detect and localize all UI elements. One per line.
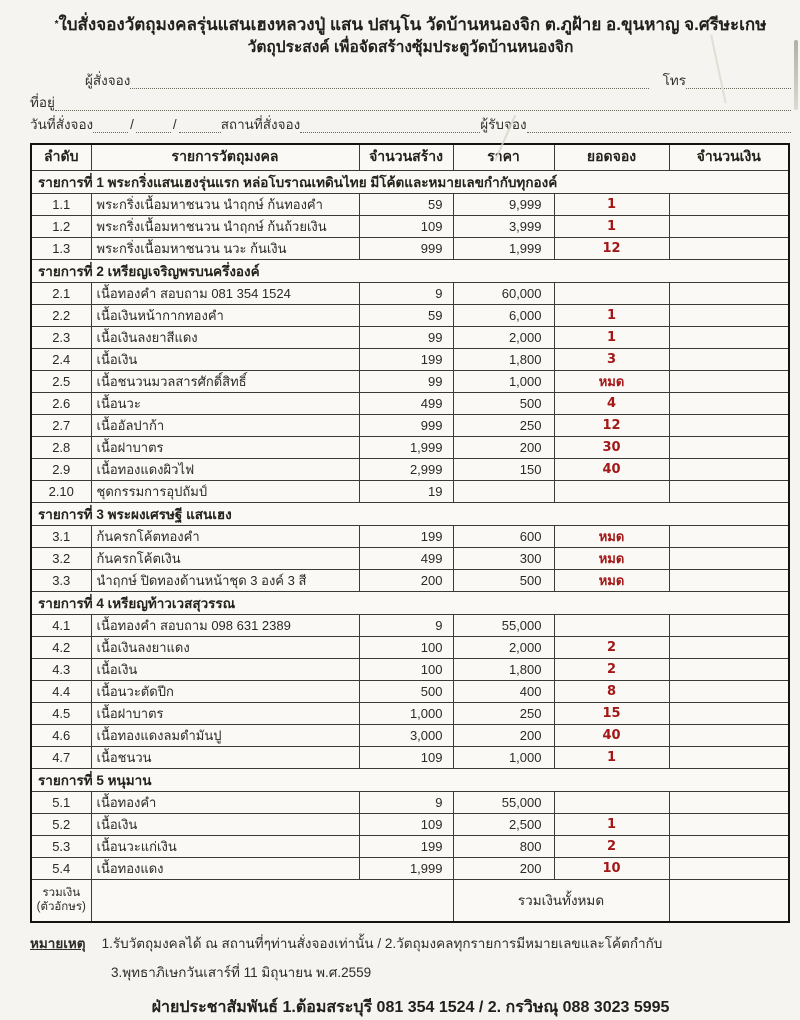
- date-slash: /: [130, 117, 134, 132]
- cell-no: 5.1: [31, 791, 91, 813]
- cell-amount: [669, 414, 789, 436]
- cell-qty: 109: [359, 813, 453, 835]
- cell-item: เนื้อทองแดงลมดำมันปู: [91, 724, 359, 746]
- grand-total-field: [669, 879, 789, 922]
- cell-amount: [669, 680, 789, 702]
- cell-amount: [669, 436, 789, 458]
- receiver-field: [527, 118, 791, 133]
- cell-price: 2,000: [453, 326, 554, 348]
- table-row: [31, 304, 789, 326]
- col-header-booked: ยอดจอง: [554, 144, 669, 170]
- cell-item: เนื้อเงินลงยาแดง: [91, 636, 359, 658]
- cell-amount: [669, 215, 789, 237]
- cell-booked: 12: [554, 237, 669, 259]
- date-day-field: [93, 118, 128, 133]
- total-in-words-field: [91, 879, 453, 922]
- table-row: [31, 636, 789, 658]
- cell-qty: 500: [359, 680, 453, 702]
- cell-amount: [669, 857, 789, 879]
- cell-booked: 1: [554, 326, 669, 348]
- cell-item: ชุดกรรมการอุปถัมป์: [91, 480, 359, 502]
- col-header-no: ลำดับ: [31, 144, 91, 170]
- table-row: [31, 813, 789, 835]
- cell-booked: หมด: [554, 525, 669, 547]
- cell-no: 4.3: [31, 658, 91, 680]
- cell-qty: 109: [359, 746, 453, 768]
- total-in-words-line1: รวมเงิน: [42, 887, 81, 900]
- cell-booked: 2: [554, 835, 669, 857]
- cell-amount: [669, 724, 789, 746]
- cell-amount: [669, 348, 789, 370]
- cell-item: เนื้อเงินลงยาสีแดง: [91, 326, 359, 348]
- cell-price: 500: [453, 569, 554, 591]
- cell-item: เนื้อทองแดง: [91, 857, 359, 879]
- col-header-item: รายการวัตถุมงคล: [91, 144, 359, 170]
- cell-price: 200: [453, 724, 554, 746]
- cell-price: 250: [453, 702, 554, 724]
- table-row: [31, 791, 789, 813]
- cell-no: 2.9: [31, 458, 91, 480]
- cell-no: 3.1: [31, 525, 91, 547]
- cell-item: ก้นครกโค้ตทองคำ: [91, 525, 359, 547]
- cell-qty: 999: [359, 414, 453, 436]
- table-row: [31, 614, 789, 636]
- table-row: [31, 857, 789, 879]
- cell-booked: หมด: [554, 569, 669, 591]
- table-row: [31, 193, 789, 215]
- page-title-text: ใบสั่งจองวัตถุมงคลรุ่นแสนเฮงหลวงปู่ แสน ปสนฺโน วัดบ้านหนองจิก ต.ภูฝ้าย อ.ขุนหาญ จ.ศรีษะเกษ: [58, 15, 767, 34]
- cell-qty: 109: [359, 215, 453, 237]
- total-in-words-line2: (ตัวอักษร): [36, 901, 86, 914]
- cell-item: พระกริ่งเนื้อมหาชนวน นำฤกษ์ ก้นถ้วยเงิน: [91, 215, 359, 237]
- cell-qty: 999: [359, 237, 453, 259]
- orderer-label: ผู้สั่งจอง: [85, 73, 131, 88]
- cell-item: เนื้อทองคำ สอบถาม 081 354 1524: [91, 282, 359, 304]
- cell-amount: [669, 569, 789, 591]
- cell-booked: 10: [554, 857, 669, 879]
- table-row: [31, 436, 789, 458]
- cell-amount: [669, 304, 789, 326]
- cell-booked: [554, 791, 669, 813]
- table-row: [31, 702, 789, 724]
- cell-booked: 2: [554, 636, 669, 658]
- cell-qty: 100: [359, 636, 453, 658]
- cell-no: 4.5: [31, 702, 91, 724]
- cell-item: เนื้อฝาบาตร: [91, 702, 359, 724]
- cell-no: 5.2: [31, 813, 91, 835]
- table-row: [31, 724, 789, 746]
- cell-price: 2,000: [453, 636, 554, 658]
- col-header-qty: จำนวนสร้าง: [359, 144, 453, 170]
- cell-amount: [669, 835, 789, 857]
- cell-item: เนื้อเงิน: [91, 658, 359, 680]
- cell-no: 5.4: [31, 857, 91, 879]
- cell-price: 9,999: [453, 193, 554, 215]
- cell-booked: 4: [554, 392, 669, 414]
- section-header-row: [31, 591, 789, 614]
- cell-item: เนื้อชนวนมวลสารศักดิ์สิทธิ์: [91, 370, 359, 392]
- section-header-row: [31, 259, 789, 282]
- cell-amount: [669, 237, 789, 259]
- table-row: [31, 835, 789, 857]
- cell-item: นำฤกษ์ ปิดทองด้านหน้าชุด 3 องค์ 3 สี: [91, 569, 359, 591]
- page-subtitle: วัตถุประสงค์ เพื่อจัดสร้างซุ้มประตูวัดบ้านหนองจิก: [247, 39, 574, 56]
- cell-qty: 199: [359, 525, 453, 547]
- date-month-field: [136, 118, 171, 133]
- cell-qty: 199: [359, 835, 453, 857]
- cell-amount: [669, 636, 789, 658]
- cell-price: 60,000: [453, 282, 554, 304]
- cell-booked: 1: [554, 215, 669, 237]
- cell-price: 1,999: [453, 237, 554, 259]
- cell-price: 1,000: [453, 370, 554, 392]
- cell-price: [453, 480, 554, 502]
- scan-artifact: [794, 40, 798, 110]
- table-row: [31, 480, 789, 502]
- cell-amount: [669, 480, 789, 502]
- cell-qty: 1,999: [359, 857, 453, 879]
- cell-no: 3.2: [31, 547, 91, 569]
- cell-no: 5.3: [31, 835, 91, 857]
- cell-qty: 59: [359, 193, 453, 215]
- order-date-label: วันที่สั่งจอง: [30, 117, 94, 132]
- cell-qty: 499: [359, 392, 453, 414]
- cell-no: 2.7: [31, 414, 91, 436]
- cell-price: 250: [453, 414, 554, 436]
- cell-booked: 8: [554, 680, 669, 702]
- cell-booked: [554, 614, 669, 636]
- cell-no: 2.3: [31, 326, 91, 348]
- cell-qty: 9: [359, 791, 453, 813]
- contact-line: ฝ่ายประชาสัมพันธ์ 1.ต้อมสระบุรี 081 354 1524 / 2. กรวิษณุ 088 3023 5995: [151, 999, 670, 1016]
- col-header-amount: จำนวนเงิน: [669, 144, 789, 170]
- cell-price: 150: [453, 458, 554, 480]
- date-year-field: [179, 118, 221, 133]
- note-label: หมายเหตุ: [30, 936, 86, 951]
- cell-item: เนื้อนวะตัดปีก: [91, 680, 359, 702]
- cell-price: 55,000: [453, 791, 554, 813]
- cell-amount: [669, 614, 789, 636]
- cell-amount: [669, 525, 789, 547]
- cell-no: 2.6: [31, 392, 91, 414]
- cell-booked: หมด: [554, 370, 669, 392]
- table-row: [31, 525, 789, 547]
- cell-qty: 9: [359, 614, 453, 636]
- cell-amount: [669, 282, 789, 304]
- cell-item: เนื้อเงิน: [91, 348, 359, 370]
- cell-no: 2.2: [31, 304, 91, 326]
- cell-qty: 100: [359, 658, 453, 680]
- cell-price: 400: [453, 680, 554, 702]
- cell-price: 2,500: [453, 813, 554, 835]
- cell-item: เนื้อนวะ: [91, 392, 359, 414]
- order-place-label: สถานที่สั่งจอง: [220, 117, 301, 132]
- cell-qty: 59: [359, 304, 453, 326]
- cell-price: 600: [453, 525, 554, 547]
- section-title: รายการที่ 3 พระผงเศรษฐี แสนเฮง: [31, 502, 789, 525]
- cell-item: เนื้อนวะแก่เงิน: [91, 835, 359, 857]
- receiver-label: ผู้รับจอง: [480, 117, 527, 132]
- cell-amount: [669, 370, 789, 392]
- table-row: [31, 392, 789, 414]
- table-row: [31, 370, 789, 392]
- date-slash: /: [172, 117, 177, 132]
- cell-qty: 1,000: [359, 702, 453, 724]
- cell-qty: 9: [359, 282, 453, 304]
- cell-no: 2.10: [31, 480, 91, 502]
- cell-booked: 12: [554, 414, 669, 436]
- cell-amount: [669, 458, 789, 480]
- cell-booked: [554, 282, 669, 304]
- table-row: [31, 658, 789, 680]
- cell-qty: 19: [359, 480, 453, 502]
- cell-item: พระกริ่งเนื้อมหาชนวน นวะ ก้นเงิน: [91, 237, 359, 259]
- cell-price: 6,000: [453, 304, 554, 326]
- table-row: [31, 414, 789, 436]
- table-row: [31, 680, 789, 702]
- section-title: รายการที่ 2 เหรียญเจริญพรบนครึ่งองค์: [31, 259, 789, 282]
- cell-no: 2.8: [31, 436, 91, 458]
- cell-qty: 2,999: [359, 458, 453, 480]
- order-table-body: [31, 170, 789, 879]
- cell-qty: 99: [359, 370, 453, 392]
- cell-price: 200: [453, 857, 554, 879]
- cell-booked: [554, 480, 669, 502]
- table-row: [31, 215, 789, 237]
- section-title: รายการที่ 4 เหรียญท้าวเวสสุวรรณ: [31, 591, 789, 614]
- cell-qty: 1,999: [359, 436, 453, 458]
- cell-booked: 1: [554, 746, 669, 768]
- table-row: [31, 282, 789, 304]
- cell-amount: [669, 392, 789, 414]
- table-row: [31, 458, 789, 480]
- cell-amount: [669, 702, 789, 724]
- total-in-words-label: [31, 879, 91, 922]
- table-row: [31, 569, 789, 591]
- cell-amount: [669, 658, 789, 680]
- cell-no: 2.5: [31, 370, 91, 392]
- cell-qty: 99: [359, 326, 453, 348]
- cell-booked: 15: [554, 702, 669, 724]
- date-place-row: [30, 116, 791, 133]
- cell-booked: หมด: [554, 547, 669, 569]
- title-mark: *: [54, 19, 59, 30]
- cell-no: 4.1: [31, 614, 91, 636]
- cell-booked: 1: [554, 193, 669, 215]
- cell-no: 4.2: [31, 636, 91, 658]
- cell-qty: 199: [359, 348, 453, 370]
- cell-price: 1,800: [453, 348, 554, 370]
- cell-no: 2.4: [31, 348, 91, 370]
- cell-item: เนื้ออัลปาก้า: [91, 414, 359, 436]
- cell-no: 2.1: [31, 282, 91, 304]
- section-header-row: [31, 170, 789, 193]
- cell-no: 4.7: [31, 746, 91, 768]
- cell-no: 4.6: [31, 724, 91, 746]
- cell-price: 500: [453, 392, 554, 414]
- cell-booked: 1: [554, 304, 669, 326]
- cell-price: 55,000: [453, 614, 554, 636]
- cell-amount: [669, 813, 789, 835]
- cell-price: 200: [453, 436, 554, 458]
- cell-amount: [669, 547, 789, 569]
- address-label: ที่อยู่: [30, 95, 55, 110]
- cell-no: 4.4: [31, 680, 91, 702]
- cell-item: เนื้อฝาบาตร: [91, 436, 359, 458]
- note-line2: 3.พุทธาภิเษกวันเสาร์ที่ 11 มิถุนายน พ.ศ.2559: [111, 965, 372, 980]
- cell-price: 800: [453, 835, 554, 857]
- cell-booked: 40: [554, 458, 669, 480]
- cell-item: เนื้อเงิน: [91, 813, 359, 835]
- section-title: รายการที่ 1 พระกริ่งแสนเฮงรุ่นแรก หล่อโบราณเทดินไทย มีโค้ตและหมายเลขกำกับทุกองค์: [31, 170, 789, 193]
- cell-price: 300: [453, 547, 554, 569]
- cell-booked: 40: [554, 724, 669, 746]
- cell-item: เนื้อทองแดงผิวไฟ: [91, 458, 359, 480]
- summary-row: [31, 879, 789, 922]
- table-row: [31, 746, 789, 768]
- page-title: [30, 12, 791, 37]
- cell-amount: [669, 326, 789, 348]
- cell-item: เนื้อทองคำ สอบถาม 098 631 2389: [91, 614, 359, 636]
- cell-qty: 3,000: [359, 724, 453, 746]
- cell-amount: [669, 746, 789, 768]
- grand-total-label: รวมเงินทั้งหมด: [453, 879, 669, 922]
- cell-item: เนื้อชนวน: [91, 746, 359, 768]
- order-table: [30, 143, 790, 923]
- section-header-row: [31, 768, 789, 791]
- cell-amount: [669, 791, 789, 813]
- phone-label: โทร: [662, 73, 686, 88]
- table-row: [31, 237, 789, 259]
- table-row: [31, 547, 789, 569]
- col-header-price: ราคา: [453, 144, 554, 170]
- orderer-field: [130, 74, 648, 89]
- cell-price: 1,000: [453, 746, 554, 768]
- cell-booked: 3: [554, 348, 669, 370]
- cell-item: พระกริ่งเนื้อมหาชนวน นำฤกษ์ ก้นทองคำ: [91, 193, 359, 215]
- cell-price: 3,999: [453, 215, 554, 237]
- cell-booked: 2: [554, 658, 669, 680]
- table-header-row: [31, 144, 789, 170]
- section-title: รายการที่ 5 หนุมาน: [31, 768, 789, 791]
- cell-no: 3.3: [31, 569, 91, 591]
- table-row: [31, 348, 789, 370]
- cell-price: 1,800: [453, 658, 554, 680]
- table-row: [31, 326, 789, 348]
- cell-no: 1.1: [31, 193, 91, 215]
- section-header-row: [31, 502, 789, 525]
- cell-no: 1.2: [31, 215, 91, 237]
- cell-item: เนื้อทองคำ: [91, 791, 359, 813]
- cell-item: ก้นครกโค้ตเงิน: [91, 547, 359, 569]
- note-line1: 1.รับวัตถุมงคลได้ ณ สถานที่ๆท่านสั่งจองเท่านั้น / 2.วัตถุมงคลทุกรายการมีหมายเลขและโค้ตกำกับ: [101, 936, 663, 951]
- cell-item: เนื้อเงินหน้ากากทองคำ: [91, 304, 359, 326]
- cell-amount: [669, 193, 789, 215]
- cell-qty: 499: [359, 547, 453, 569]
- cell-booked: 1: [554, 813, 669, 835]
- cell-no: 1.3: [31, 237, 91, 259]
- cell-booked: 30: [554, 436, 669, 458]
- footer-notes: [30, 932, 791, 1020]
- cell-qty: 200: [359, 569, 453, 591]
